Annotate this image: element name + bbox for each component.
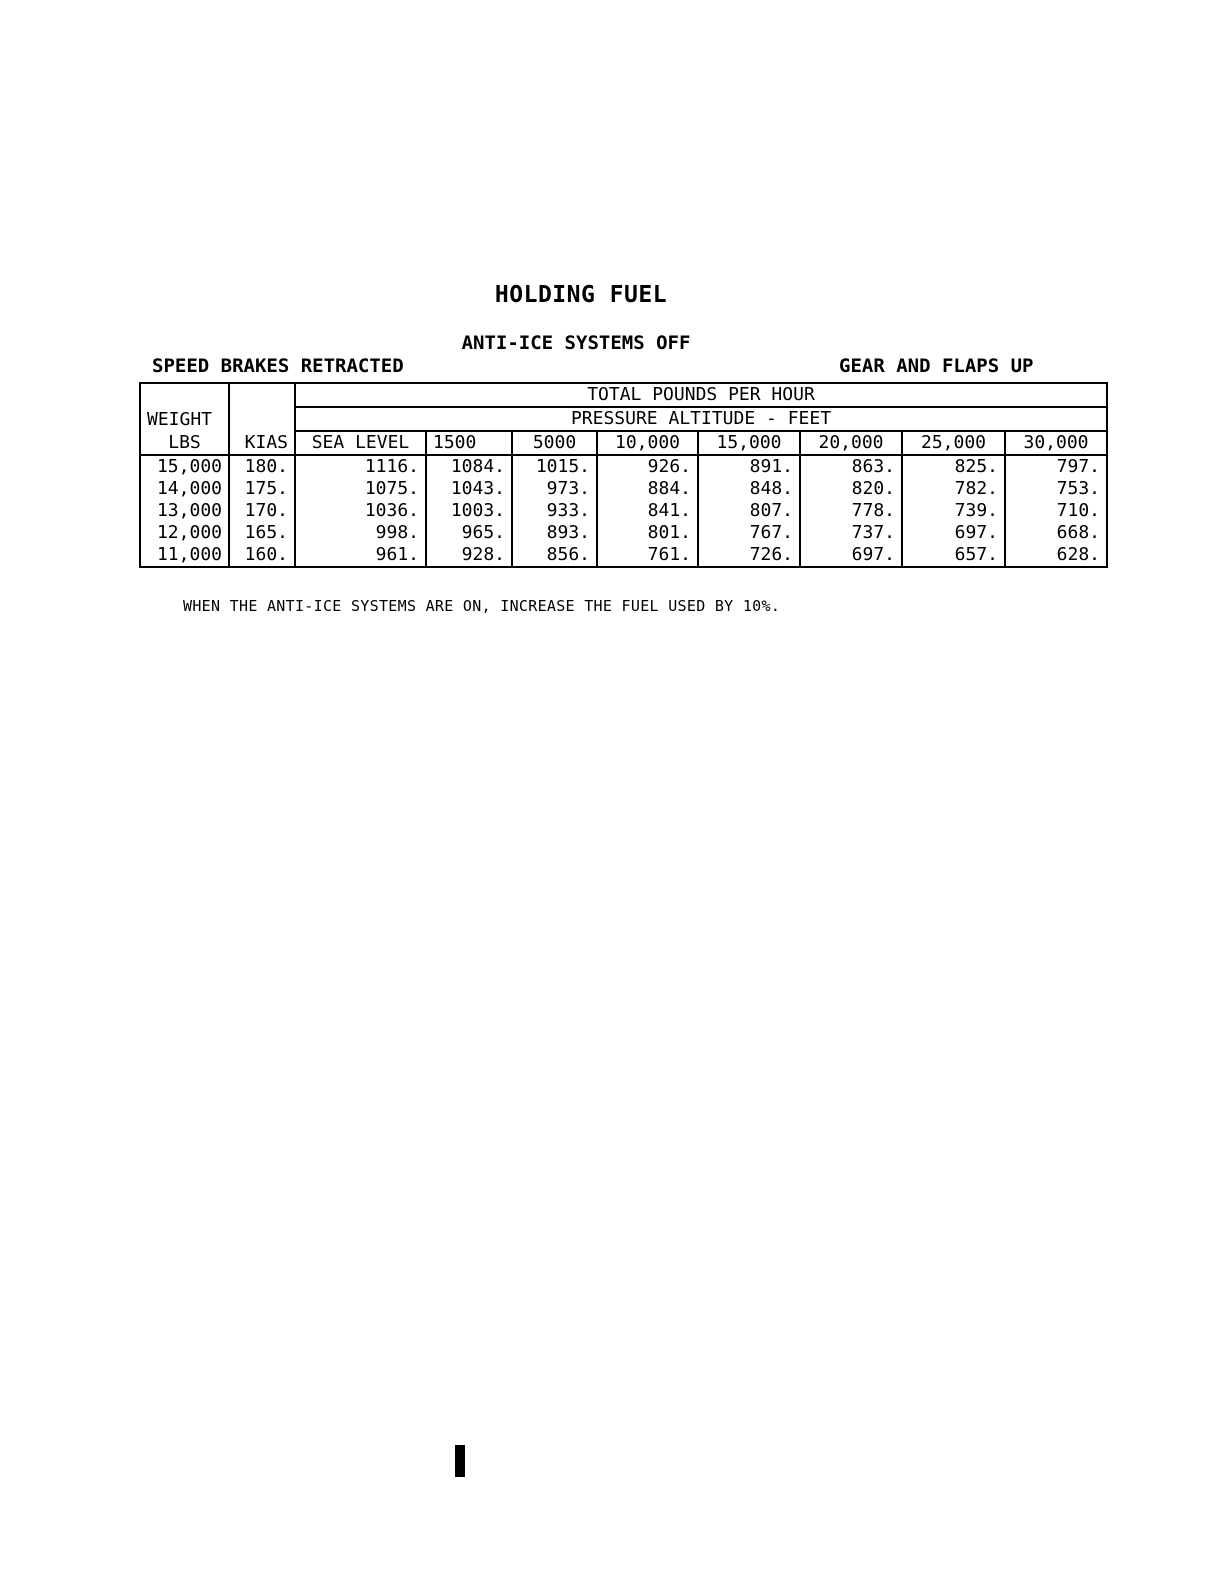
fuel-value-cell: 807. [698, 500, 800, 522]
fuel-value-cell: 965. [426, 522, 512, 544]
fuel-value-cell: 933. [512, 500, 597, 522]
fuel-value-cell: 863. [800, 455, 902, 478]
fuel-value-cell: 697. [902, 522, 1005, 544]
altitude-header: 20,000 [800, 431, 902, 455]
column-header-row [140, 431, 1107, 455]
fuel-value-cell: 856. [512, 544, 597, 567]
fuel-value-cell: 1036. [295, 500, 426, 522]
kias-header: KIAS [229, 431, 295, 455]
kias-cell: 170. [229, 500, 295, 522]
weight-cell: 11,000 [140, 544, 229, 567]
fuel-value-cell: 961. [295, 544, 426, 567]
altitude-header: 10,000 [597, 431, 698, 455]
fuel-value-cell: 1043. [426, 478, 512, 500]
fuel-value-cell: 710. [1005, 500, 1107, 522]
table-row [140, 500, 1107, 522]
fuel-value-cell: 891. [698, 455, 800, 478]
weight-cell: 14,000 [140, 478, 229, 500]
altitude-header: SEA LEVEL [295, 431, 426, 455]
altitude-header: 25,000 [902, 431, 1005, 455]
kias-cell: 165. [229, 522, 295, 544]
fuel-value-cell: 782. [902, 478, 1005, 500]
fuel-value-cell: 767. [698, 522, 800, 544]
change-bar-mark [455, 1445, 465, 1477]
fuel-value-cell: 1003. [426, 500, 512, 522]
fuel-value-cell: 737. [800, 522, 902, 544]
fuel-value-cell: 761. [597, 544, 698, 567]
fuel-value-cell: 726. [698, 544, 800, 567]
fuel-value-cell: 778. [800, 500, 902, 522]
table-row [140, 544, 1107, 567]
page-subtitle: ANTI-ICE SYSTEMS OFF [461, 332, 691, 354]
fuel-value-cell: 1084. [426, 455, 512, 478]
weight-header-bottom: LBS [140, 431, 229, 455]
table-row [140, 455, 1107, 478]
fuel-value-cell: 697. [800, 544, 902, 567]
holding-fuel-table [139, 382, 1108, 568]
fuel-value-cell: 1015. [512, 455, 597, 478]
page-title: HOLDING FUEL [494, 282, 668, 308]
fuel-value-cell: 1116. [295, 455, 426, 478]
fuel-value-cell: 928. [426, 544, 512, 567]
fuel-value-cell: 973. [512, 478, 597, 500]
fuel-value-cell: 628. [1005, 544, 1107, 567]
fuel-value-cell: 739. [902, 500, 1005, 522]
weight-cell: 12,000 [140, 522, 229, 544]
condition-right: GEAR AND FLAPS UP [839, 355, 1034, 377]
weight-cell: 13,000 [140, 500, 229, 522]
sub-header: PRESSURE ALTITUDE - FEET [295, 407, 1107, 431]
fuel-value-cell: 884. [597, 478, 698, 500]
fuel-value-cell: 841. [597, 500, 698, 522]
fuel-value-cell: 668. [1005, 522, 1107, 544]
condition-left: SPEED BRAKES RETRACTED [152, 355, 404, 377]
fuel-value-cell: 797. [1005, 455, 1107, 478]
fuel-value-cell: 893. [512, 522, 597, 544]
footnote: WHEN THE ANTI-ICE SYSTEMS ARE ON, INCREASE THE FUEL USED BY 10%. [183, 597, 781, 615]
fuel-value-cell: 1075. [295, 478, 426, 500]
altitude-header: 30,000 [1005, 431, 1107, 455]
fuel-value-cell: 657. [902, 544, 1005, 567]
weight-cell: 15,000 [140, 455, 229, 478]
fuel-value-cell: 820. [800, 478, 902, 500]
fuel-value-cell: 848. [698, 478, 800, 500]
altitude-header: 5000 [512, 431, 597, 455]
table-row [140, 478, 1107, 500]
table-row [140, 522, 1107, 544]
fuel-value-cell: 998. [295, 522, 426, 544]
kias-cell: 175. [229, 478, 295, 500]
table-body [140, 455, 1107, 567]
kias-cell: 180. [229, 455, 295, 478]
kias-cell: 160. [229, 544, 295, 567]
weight-header-spacer [140, 383, 229, 407]
fuel-value-cell: 801. [597, 522, 698, 544]
fuel-value-cell: 825. [902, 455, 1005, 478]
kias-header-spacer [229, 383, 295, 407]
fuel-value-cell: 753. [1005, 478, 1107, 500]
weight-header-top: WEIGHT [140, 407, 229, 431]
group-header: TOTAL POUNDS PER HOUR [295, 383, 1107, 407]
kias-header-spacer-2 [229, 407, 295, 431]
fuel-value-cell: 926. [597, 455, 698, 478]
altitude-header: 15,000 [698, 431, 800, 455]
altitude-header: 1500 [426, 431, 512, 455]
